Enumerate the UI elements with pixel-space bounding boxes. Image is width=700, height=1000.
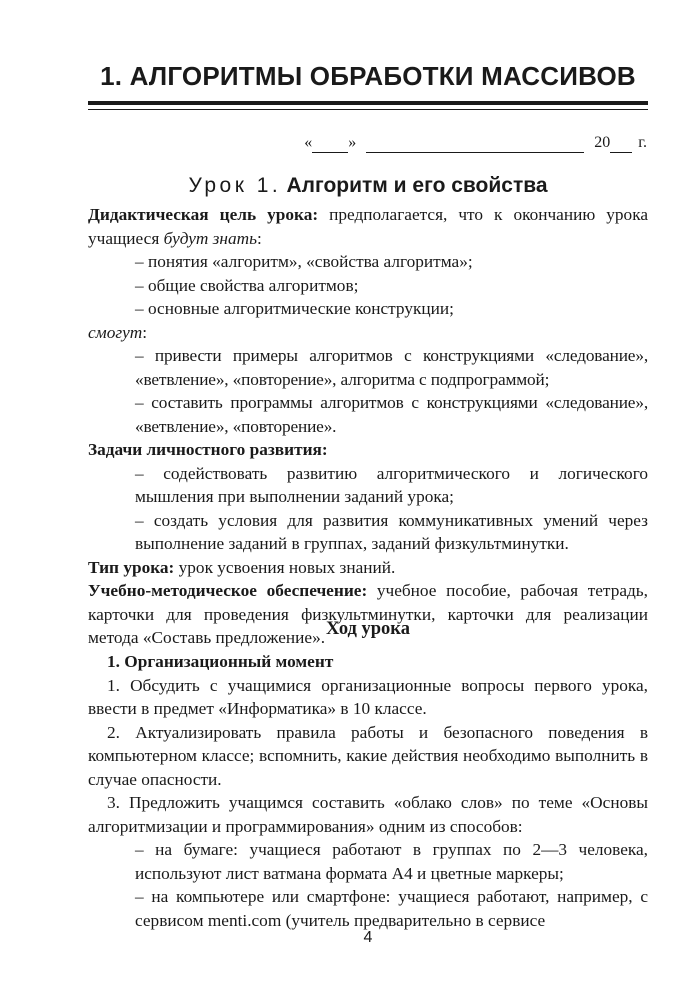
can-label: смогут — [88, 322, 143, 342]
personal-label: Задачи личностного развития: — [88, 440, 328, 459]
org-paragraph: 2. Актуализировать правила работы и безопасного поведения в компьютерном классе; вспомнить, какие действия необходимо выполнить в случае опасности. — [88, 722, 648, 789]
know-item: – понятия «алгоритм», «свойства алгоритма»; — [135, 252, 473, 271]
can-item: – составить программы алгоритмов с конструкциями «следование», «ветвление», «повторение». — [135, 393, 648, 436]
date-month-blank — [366, 139, 584, 153]
personal-item: – создать условия для развития коммуникативных умений через выполнение заданий в группах, заданий физкультминутки. — [135, 510, 648, 553]
org-paragraph: 3. Предложить учащимся составить «облако слов» по теме «Основы алгоритмизации и программирования» одним из способов: — [88, 793, 648, 836]
lesson-type-text: урок усвоения новых знаний. — [174, 557, 396, 577]
chapter-title: 1. АЛГОРИТМЫ ОБРАБОТКИ МАССИВОВ — [100, 61, 636, 91]
lesson-label: Урок 1. — [188, 174, 282, 197]
date-open-quote: « — [304, 134, 313, 151]
page-number: 4 — [363, 929, 373, 946]
title-rule-thick — [88, 101, 648, 105]
date-year-blank — [610, 139, 632, 153]
know-item: – основные алгоритмические конструкции; — [135, 299, 454, 318]
date-close-quote: » — [348, 134, 357, 151]
know-item: – общие свойства алгоритмов; — [135, 275, 359, 295]
lesson-type-label: Тип урока: — [88, 557, 175, 577]
personal-item: – содействовать развитию алгоритмического и логического мышления при выполнении заданий урока; — [135, 463, 648, 506]
didactic-intro: предполагается, что к окончанию урока учащиеся — [88, 205, 649, 248]
didactic-paragraph — [88, 203, 648, 250]
org-item: – на бумаге: учащиеся работают в группах по 2—3 человека, используют лист ватмана формата А4 и цветные маркеры; — [135, 840, 648, 883]
support-label: Учебно-методическое обеспечение: — [88, 581, 368, 600]
can-item: – привести примеры алгоритмов с конструкциями «следование», «ветвление», «повторение», алгоритма с подпрограммой; — [135, 346, 648, 389]
org-paragraph: 1. Обсудить с учащимися организационные вопросы первого урока, ввести в предмет «Информатика» в 10 классе. — [88, 675, 648, 718]
date-day-blank — [312, 139, 348, 153]
org-heading: 1. Организационный момент — [107, 652, 334, 671]
lesson-name: Алгоритм и его свойства — [286, 174, 548, 197]
title-rule-thin — [88, 109, 648, 110]
lesson-course — [88, 650, 648, 932]
didactic-label: Дидактическая цель урока: — [88, 205, 319, 224]
can-paragraph — [88, 321, 648, 345]
know-colon: : — [256, 228, 262, 248]
course-heading: Ход урока — [326, 619, 410, 639]
date-year-suffix: г. — [638, 134, 647, 151]
lesson-type-paragraph — [88, 556, 648, 580]
date-line — [304, 133, 647, 153]
lesson-title — [88, 172, 648, 199]
know-label: будут знать — [163, 228, 257, 248]
org-item: – на компьютере или смартфоне: учащиеся работают, например, с сервисом menti.com (учитель предварительно в сервисе — [135, 887, 648, 930]
support-text: учебное пособие, рабочая тетрадь, карточки для проведения физкультминутки, карточки для реализации метода «Составь предложение». — [88, 581, 648, 647]
date-year-prefix: 20 — [594, 134, 611, 151]
lesson-objectives — [88, 203, 648, 650]
can-colon: : — [142, 322, 148, 342]
